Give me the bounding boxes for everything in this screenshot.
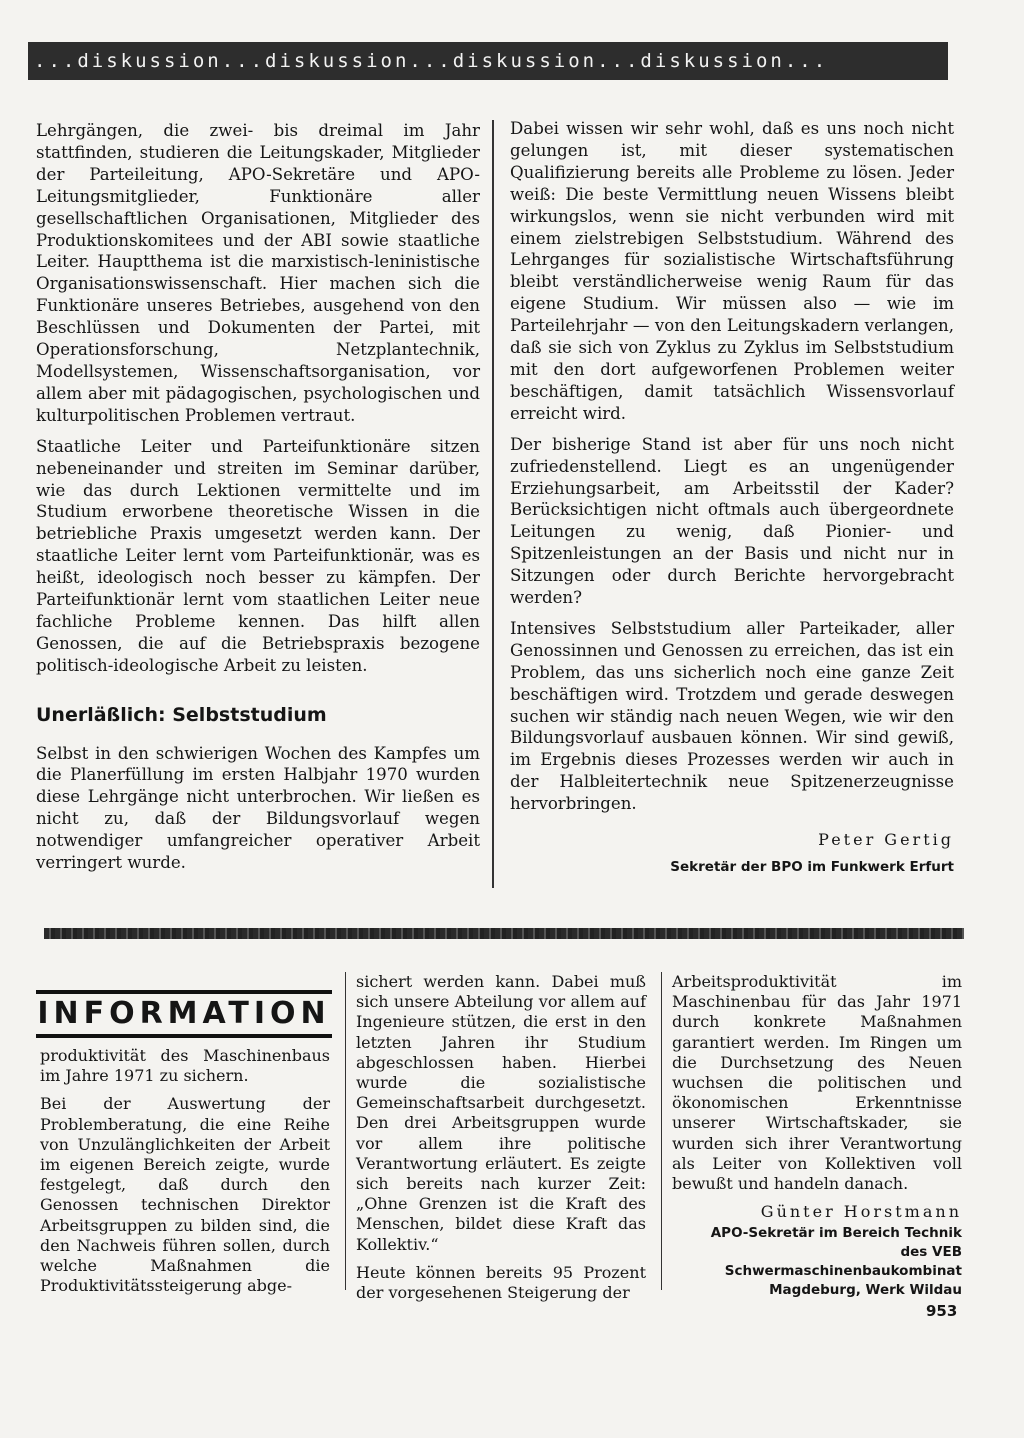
- author-role: APO-Sekretär im Bereich Technik: [710, 1225, 962, 1242]
- paragraph: Selbst in den schwierigen Wochen des Kampfes um die Planerfüllung im ersten Halbjahr 1970 wurden diese Lehrgänge nicht unterbrochen. Wir ließen es nicht zu, daß der Bildungsvorlauf wegen notwendiger umfangreicher operativer Arbeit verringert wurde.: [36, 743, 480, 873]
- paragraph: Bei der Auswertung der Problemberatung, die eine Reihe von Unzulänglichkeiten der Arbeit im eigenen Bereich zeigte, wurde festgelegt, daß durch den Genossen technischen Direktor Arbeitsgruppen zu bilden sind, die den Nachweis führen sollen, durch welche Maßnahmen die Produktivitätssteigerung abge-: [40, 1094, 330, 1296]
- article-right-column: [510, 118, 954, 879]
- page-number: 953: [926, 1302, 958, 1320]
- information-column-2: [356, 972, 646, 1311]
- paragraph: Staatliche Leiter und Parteifunktionäre sitzen nebeneinander und streiten im Seminar darüber, wie das durch Lektionen vermittelte und im Studium erworbene theoretische Wissen in die betriebliche Praxis umgesetzt werden kann. Der staatliche Leiter lernt vom Parteifunktionär, was es heißt, ideologisch noch besser zu kämpfen. Der Parteifunktionär lernt vom staatlichen Leiter neue fachliche Probleme kennen. Das hilft allen Genossen, die auf die Betriebspraxis bezogene politisch-ideologische Arbeit zu leisten.: [36, 436, 480, 675]
- paragraph: Arbeitsproduktivität im Maschinenbau für das Jahr 1971 durch konkrete Maßnahmen garantiert werden. Im Ringen um die Durchsetzung des Neuen wuchsen die politischen und ökonomischen Erkenntnisse unserer Wirtschaftskader, sie wurden sich ihrer Verantwortung als Leiter von Kollektiven voll bewußt und handeln danach.: [672, 972, 962, 1194]
- section-banner: ...diskussion...diskussion...diskussion...diskussion...: [28, 42, 948, 80]
- paragraph: Lehrgängen, die zwei- bis dreimal im Jahr stattfinden, studieren die Leitungskader, Mitglieder der Parteileitung, APO-Sekretäre und APO-Leitungsmitglieder, Funktionäre aller gesellschaftlichen Organisationen, Mitglieder des Produktionskomitees und der ABI sowie staatliche Leiter. Hauptthema ist die marxistisch-leninistische Organisationswissenschaft. Hier machen sich die Funktionäre unseres Betriebes, ausgehend von den Beschlüssen und Dokumenten der Partei, mit Operationsforschung, Netzplantechnik, Modellsystemen, Wissenschaftsorganisation, vor allem aber mit pädagogischen, psychologischen und kulturpolitischen Problemen vertraut.: [36, 121, 480, 425]
- column-divider: [492, 120, 494, 888]
- paragraph: produktivität des Maschinenbaus im Jahre 1971 zu sichern.: [40, 1046, 330, 1086]
- information-column-1: [40, 1046, 330, 1304]
- paragraph: Intensives Selbststudium aller Parteikader, aller Genossinnen und Genossen zu erreichen, das ist ein Problem, das uns sicherlich noch eine ganze Zeit beschäftigen wird. Trotzdem und gerade deswegen suchen wir ständig nach neuen Wegen, wie wir den Bildungsvorlauf ausbauen können. Wir sind gewiß, im Ergebnis dieses Prozesses werden wir auch in der Halbleitertechnik neue Spitzenerzeugnisse hervorbringen.: [510, 618, 954, 814]
- paragraph: Dabei wissen wir sehr wohl, daß es uns noch nicht gelungen ist, mit dieser systematischen Qualifizierung bereits alle Probleme zu lösen. Jeder weiß: Die beste Vermittlung neuen Wissens bleibt wirkungslos, wenn sie nicht verbunden wird mit einem zielstrebigen Selbststudium. Während des Lehrganges für sozialistische Wirtschaftsführung bleibt verständlicherweise wenig Raum für das eigene Studium. Wir müssen also — wie im Parteilehrjahr — von den Leitungskadern verlangen, daß sie sich von Zyklus zu Zyklus im Selbststudium mit den dort aufgeworfenen Problemen weiter beschäftigen, damit tatsächlich Wissensvorlauf erreicht wird.: [510, 119, 954, 423]
- author-name: Günter Horstmann: [760, 1202, 962, 1222]
- author-role: Magdeburg, Werk Wildau: [769, 1282, 962, 1299]
- paragraph: Heute können bereits 95 Prozent der vorgesehenen Steigerung der: [356, 1262, 646, 1303]
- information-column-3: [672, 972, 962, 1300]
- author-role: Sekretär der BPO im Funkwerk Erfurt: [670, 859, 954, 875]
- column-divider: [661, 972, 662, 1290]
- section-subheading: Unerläßlich: Selbststudium: [36, 703, 327, 726]
- article-left-column: [36, 120, 480, 883]
- author-role: des VEB: [900, 1244, 962, 1261]
- paragraph: sichert werden kann. Dabei muß sich unsere Abteilung vor allem auf Ingenieure stützen, die erst in den letzten Jahren ihr Studium abgeschlossen haben. Hierbei wurde die sozialistische Gemeinschaftsarbeit durchgesetzt. Den drei Arbeitsgruppen wurde vor allem ihre politische Verantwortung erläutert. Es zeigte sich bereits nach kurzer Zeit: „Ohne Grenzen ist die Kraft des Menschen, bildet diese Kraft das Kollektiv.“: [356, 972, 646, 1254]
- author-role: Schwermaschinenbaukombinat: [724, 1263, 962, 1280]
- paragraph: Der bisherige Stand ist aber für uns noch nicht zufriedenstellend. Liegt es an ungenügender Erziehungsarbeit, am Arbeitsstil der Kader? Berücksichtigen nicht oftmals auch übergeordnete Leitungen zu wenig, daß Pionier- und Spitzenleistungen an der Basis und nicht nur in Sitzungen oder durch Berichte hervorgebracht werden?: [510, 434, 954, 608]
- information-title: INFORMATION: [37, 996, 331, 1031]
- information-header: [36, 990, 332, 1038]
- section-divider: [44, 928, 964, 939]
- author-name: Peter Gertig: [818, 830, 954, 850]
- column-divider: [345, 972, 346, 1290]
